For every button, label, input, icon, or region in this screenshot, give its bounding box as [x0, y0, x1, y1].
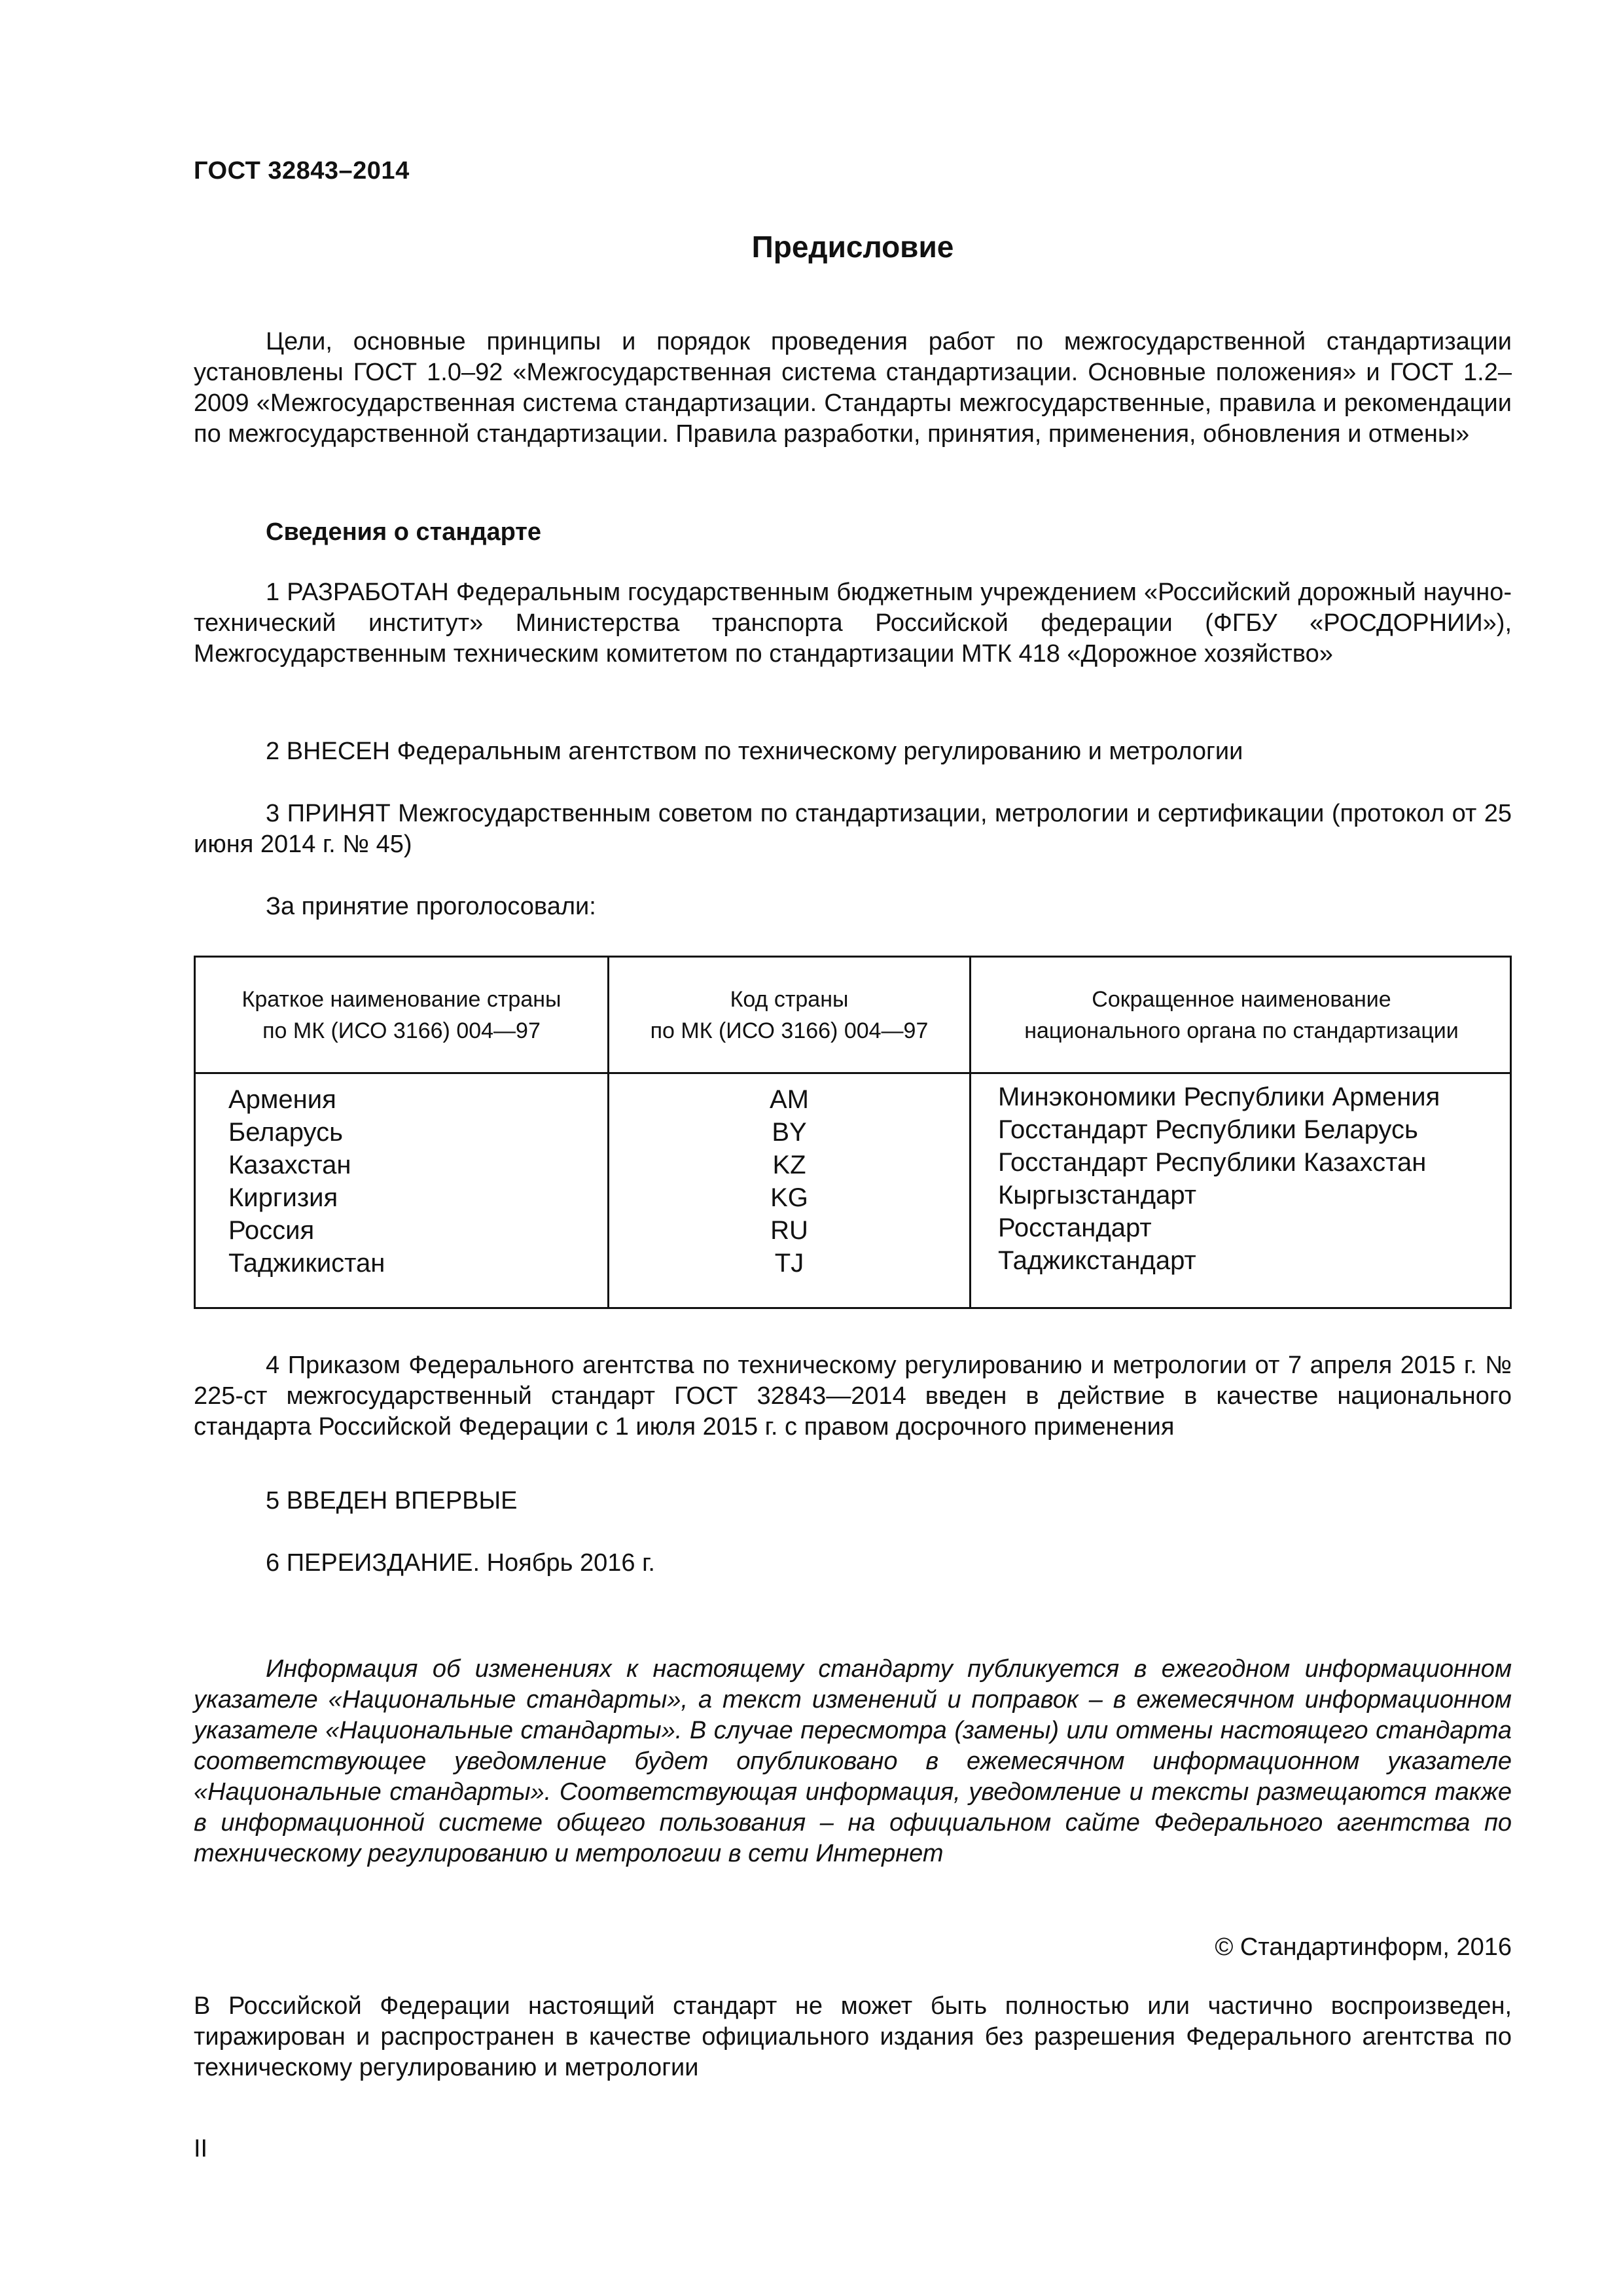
item-6-paragraph: 6 ПЕРЕИЗДАНИЕ. Ноябрь 2016 г.	[266, 1549, 655, 1577]
code-cell: KZ	[772, 1151, 806, 1179]
body-cell: Госстандарт Республики Казахстан	[998, 1148, 1427, 1177]
vote-label: За принятие проголосовали:	[266, 893, 596, 920]
code-cell: BY	[772, 1118, 807, 1147]
page-title: Предисловие	[751, 230, 954, 264]
table-header-body	[971, 984, 1512, 1047]
page-number: II	[194, 2135, 208, 2162]
country-cell: Таджикистан	[228, 1249, 385, 1278]
info-heading: Сведения о стандарте	[266, 518, 542, 546]
table-header-line: Краткое наименование страны	[241, 987, 562, 1012]
table-header-country	[196, 984, 607, 1047]
body-cell: Госстандарт Республики Беларусь	[998, 1115, 1418, 1144]
code-cell: RU	[770, 1216, 808, 1245]
notice-paragraph: Информация об изменениях к настоящему стандарту публикуется в ежегодном информационном указателе «Национальные стандарты», а текст изменений и поправок – в ежемесячном информационном указателе «Национальные стандарты». В случае пересмотра (замены) или отмены настоящего стандарта соответствующее уведомление будет опубликовано в ежемесячном информационном указателе «Национальные стандарты». Соответствующая информация, уведомление и тексты размещаются также в информационной системе общего пользования – на официальном сайте Федерального агентства по техническому регулированию и метрологии в сети Интернет	[194, 1655, 1512, 1867]
country-cell: Беларусь	[228, 1118, 343, 1147]
country-cell: Армения	[228, 1085, 336, 1114]
body-list	[998, 1081, 1508, 1277]
country-cell: Россия	[228, 1216, 315, 1245]
table-header-code	[609, 984, 969, 1047]
code-cell: KG	[770, 1183, 808, 1212]
table-header-line: по МК (ИСО 3166) 004—97	[262, 1018, 541, 1043]
table-header-line: по МК (ИСО 3166) 004—97	[650, 1018, 929, 1043]
document-page	[194, 0, 1512, 2296]
code-cell: TJ	[774, 1249, 804, 1278]
copyright-line: © Стандартинформ, 2016	[1215, 1933, 1512, 1961]
country-cell: Киргизия	[228, 1183, 338, 1212]
table-divider	[196, 1072, 1510, 1074]
intro-paragraph: Цели, основные принципы и порядок проведения работ по межгосударственной стандартизации установлены ГОСТ 1.0–92 «Межгосударственная система стандартизации. Основные положения» и ГОСТ 1.2–2009 «Межгосударственная система стандартизации. Стандарты межгосударственные, правила и рекомендации по межгосударственной стандартизации. Правила разработки, принятия, применения, обновления и отмены»	[194, 328, 1512, 448]
country-cell: Казахстан	[228, 1151, 351, 1179]
rights-paragraph: В Российской Федерации настоящий стандарт не может быть полностью или частично воспроизведен, тиражирован и распространен в качестве официального издания без разрешения Федерального агентства по техническому регулированию и метрологии	[194, 1992, 1512, 2081]
country-list	[228, 1083, 595, 1280]
item-1-paragraph: 1 РАЗРАБОТАН Федеральным государственным бюджетным учреждением «Российский дорожный научно-технический институт» Министерства транспорта Российской федерации (ФГБУ «РОСДОРНИИ»), Межгосударственным техническим комитетом по стандартизации МТК 418 «Дорожное хозяйство»	[194, 579, 1512, 668]
table-header-line: национального органа по стандартизации	[1024, 1018, 1459, 1043]
body-cell: Таджикстандарт	[998, 1246, 1196, 1275]
voting-table	[194, 956, 1512, 1309]
body-cell: Росстандарт	[998, 1213, 1152, 1242]
table-header-line: Код страны	[730, 987, 849, 1012]
item-2-paragraph: 2 ВНЕСЕН Федеральным агентством по техническому регулированию и метрологии	[266, 738, 1243, 765]
item-4-paragraph: 4 Приказом Федерального агентства по техническому регулированию и метрологии от 7 апреля 2015 г. № 225-ст межгосударственный стандарт ГОСТ 32843—2014 введен в действие в качестве национального стандарта Российской Федерации с 1 июля 2015 г. с правом досрочного применения	[194, 1352, 1512, 1441]
table-header-line: Сокращенное наименование	[1092, 987, 1391, 1012]
body-cell: Кыргызстандарт	[998, 1181, 1197, 1210]
body-cell: Минэкономики Республики Армения	[998, 1083, 1440, 1111]
code-list	[609, 1083, 969, 1280]
document-id: ГОСТ 32843–2014	[194, 157, 410, 185]
item-3-paragraph: 3 ПРИНЯТ Межгосударственным советом по стандартизации, метрологии и сертификации (протокол от 25 июня 2014 г. № 45)	[194, 800, 1512, 858]
item-5-paragraph: 5 ВВЕДЕН ВПЕРВЫЕ	[266, 1487, 518, 1515]
code-cell: AM	[770, 1085, 809, 1114]
